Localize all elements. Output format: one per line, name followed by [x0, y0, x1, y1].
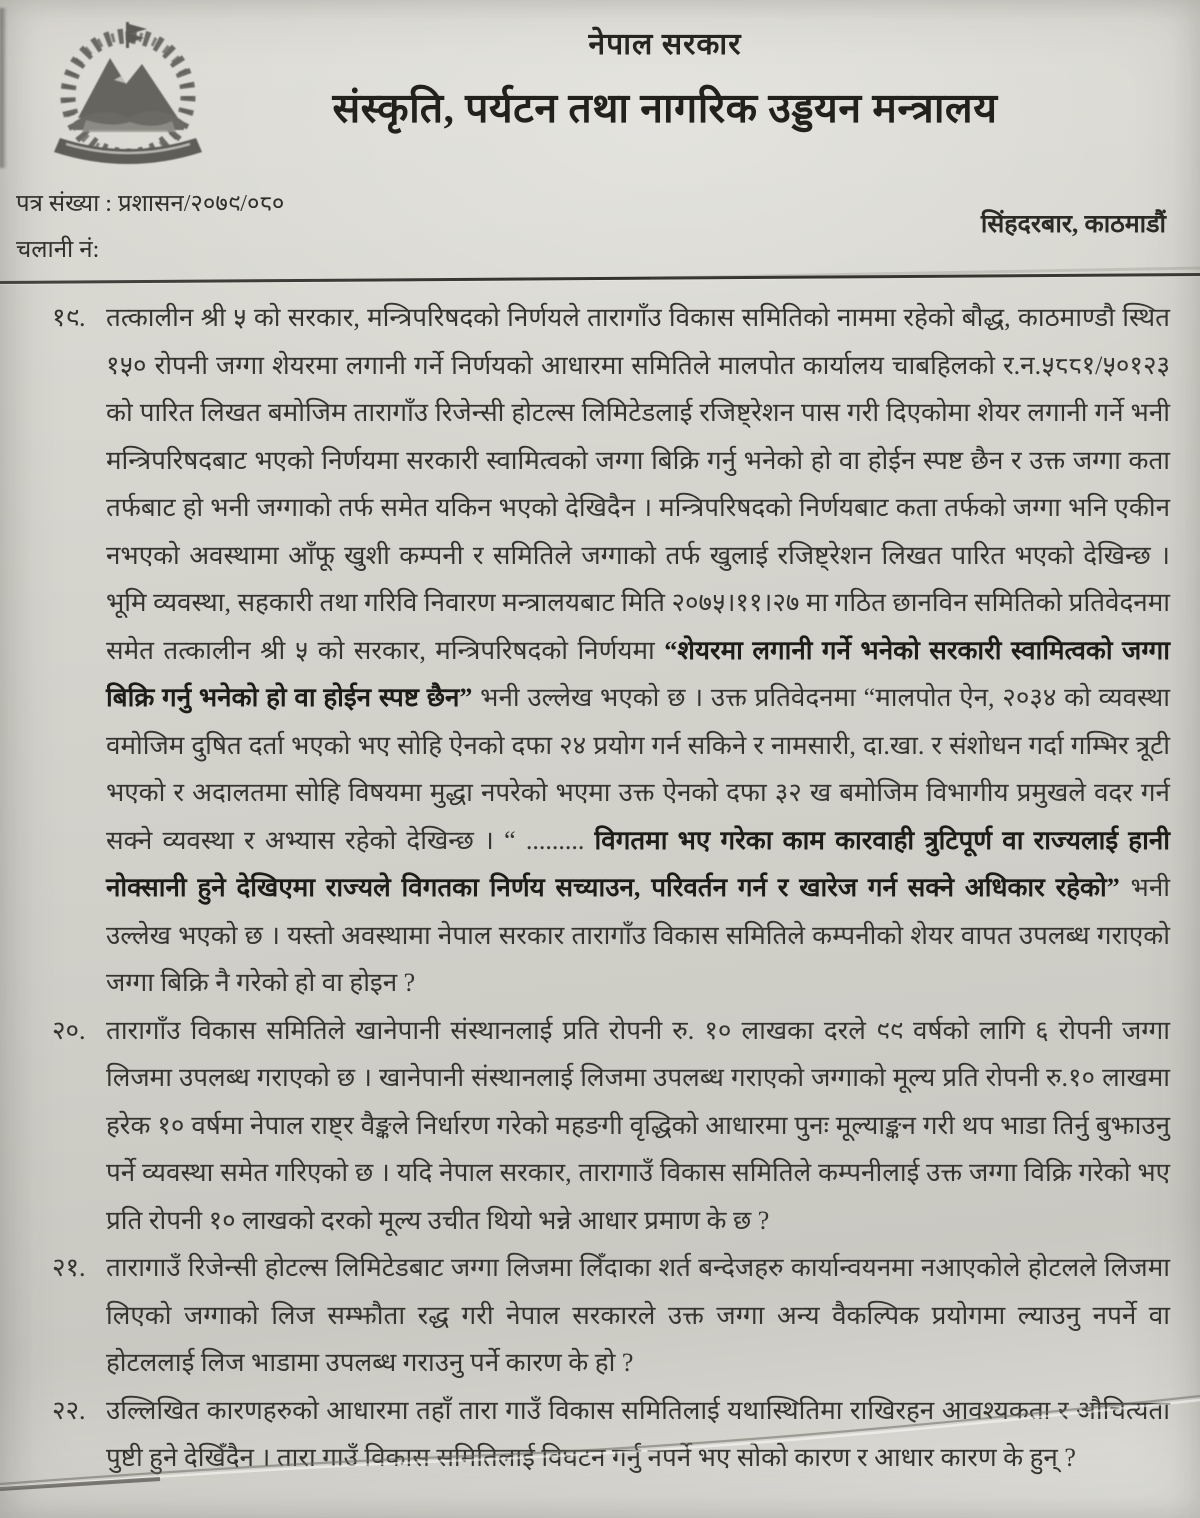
letter-body [0, 294, 1200, 1482]
list-item-22 [52, 1387, 1170, 1482]
list-item-19 [52, 294, 1170, 1007]
location-line: सिंहदरबार, काठमाडौं [980, 211, 1166, 238]
item-number: २१. [52, 1253, 86, 1282]
letter-meta [16, 186, 284, 278]
item-text [106, 1007, 1170, 1245]
scan-edge-shadow [0, 8, 7, 168]
text-segment: तत्कालीन श्री ५ को सरकार, मन्त्रिपरिषदको निर्णयले तारागाँउ विकास समितिको नाममा रहेको बौद्ध, काठमाण्डौ स्थित १५० रोपनी जग्गा शेयरमा लगानी गर्ने निर्णयको आधारमा समितिले मालपोत कार्यालय चाबहिलको र.न.५८८१/५०१२३ को पारित लिखत बमोजिम तारागाँउ रिजेन्सी होटल्स लिमिटेडलाई रजिष्ट्रेशन पास गरी दिएकोमा शेयर लगानी गर्ने भनी मन्त्रिपरिषदबाट भएको निर्णयमा सरकारी स्वामित्वको जग्गा बिक्रि गर्नु भनेको हो वा होईन स्पष्ट छैन र उक्त जग्गा कता तर्फबाट हो भनी जग्गाको तर्फ समेत यकिन भएको देखिदैन । मन्त्रिपरिषदको निर्णयबाट कता तर्फको जग्गा भनि एकीन नभएको अवस्थामा आँफू खुशी कम्पनी र समितिले जग्गाको तर्फ खुलाई रजिष्ट्रेशन लिखत पारित भएको देखिन्छ । भूमि व्यवस्था, सहकारी तथा गरिवि निवारण मन्त्रालयबाट मिति २०७५।११।२७ मा गठित छानविन समितिको प्रतिवेदनमा समेत तत्कालीन श्री ५ को सरकार, मन्त्रिपरिषदको निर्णयमा [106, 303, 1170, 665]
letter-number-label: पत्र संख्या : [16, 191, 112, 217]
dispatch-number-row [16, 232, 284, 265]
text-segment: उल्लिखित कारणहरुको आधारमा तहाँ तारा गाउँ विकास समितिलाई यथास्थितिमा राखिरहन आवश्यकता र औचित्यता पुष्टी हुने देखिँदैन । तारा गाउँ विकास समितिलाई विघटन गर्नु नपर्ने भए सोको कारण र आधार कारण के हुन् ? [106, 1395, 1170, 1472]
item-text [106, 1387, 1170, 1482]
text-segment: तारागाउँ रिजेन्सी होटल्स लिमिटेडबाट जग्गा लिजमा लिँदाका शर्त बन्देजहरु कार्यान्वयनमा नआएकोले होटलले लिजमा लिएको जग्गाको लिज सम्झौता रद्ध गरी नेपाल सरकारले उक्त जग्गा अन्य वैकल्पिक प्रयोगमा ल्याउनु नपर्ने वा होटललाई लिज भाडामा उपलब्ध गराउनु पर्ने कारण के हो ? [106, 1253, 1170, 1377]
text-segment: भनी उल्लेख भएको छ । यस्तो अवस्थामा नेपाल सरकार तारागाँउ विकास समितिले कम्पनीको शेयर वापत उपलब्ध गराएको जग्गा बिक्रि नै गरेको हो वा होइन ? [106, 873, 1171, 997]
item-text [106, 1244, 1170, 1387]
list-item-21 [52, 1244, 1170, 1387]
letter-number-row [16, 186, 284, 219]
ministry-title: संस्कृति, पर्यटन तथा नागरिक उड्डयन मन्त्रालय [332, 85, 998, 131]
item-number: २२. [52, 1395, 86, 1425]
item-text [106, 294, 1170, 1007]
list-item-20 [52, 1007, 1170, 1245]
dispatch-number-label: चलानी नं: [16, 237, 100, 263]
letterhead [130, 22, 1200, 135]
item-number: २०. [52, 1015, 86, 1045]
text-segment: तारागाँउ विकास समितिले खानेपानी संस्थानलाई प्रति रोपनी रु. १० लाखका दरले ९९ वर्षको लागि ६ रोपनी जग्गा लिजमा उपलब्ध गराएको छ । खानेपानी संस्थानलाई लिजमा उपलब्ध गराएको जग्गाको मूल्य प्रति रोपनी रु.१० लाखमा हरेक १० वर्षमा नेपाल राष्ट्र वैङ्कले निर्धारण गरेको महङगी वृद्धिको आधारमा पुनः मूल्याङ्कन गरी थप भाडा तिर्नु बुझाउनु पर्ने व्यवस्था समेत गरिएको छ । यदि नेपाल सरकार, तारागाउँ विकास समितिले कम्पनीलाई उक्त जग्गा विक्रि गरेको भए प्रति रोपनी १० लाखको दरको मूल्य उचीत थियो भन्ने आधार प्रमाण के छ ? [106, 1015, 1170, 1235]
quoted-bold-segment: “शेयरमा लगानी गर्ने भनेको सरकारी स्वामित्वको जग्गा बिक्रि गर्नु भनेको हो वा होईन स्पष्ट छैन” [106, 635, 1170, 712]
item-number: १९. [52, 303, 86, 332]
text-segment: भनी उल्लेख भएको छ । उक्त प्रतिवेदनमा “मालपोत ऐन, २०३४ को व्यवस्था वमोजिम दुषित दर्ता भएको भए सोहि ऐनको दफा २४ प्रयोग गर्न सकिने र नामसारी, दा.खा. र संशोधन गर्दा गम्भिर त्रूटी भएको र अदालतमा सोहि विषयमा मुद्धा नपरेको भएमा उक्त ऐनको दफा ३२ ख बमोजिम विभागीय प्रमुखले वदर गर्न सक्ने व्यवस्था र अभ्यास रहेको देखिन्छ । “ ......... [106, 683, 1171, 855]
government-title: नेपाल सरकार [588, 28, 742, 61]
letter-number-value: प्रशासन/२०७९/०८० [117, 191, 285, 217]
quoted-bold-segment: विगतमा भए गरेका काम कारवाही त्रुटिपूर्ण वा राज्यलाई हानी नोक्सानी हुने देखिएमा राज्यले विगतका निर्णय सच्याउन, परिवर्तन गर्न र खारेज गर्न सक्ने अधिकार रहेको” [106, 825, 1170, 902]
